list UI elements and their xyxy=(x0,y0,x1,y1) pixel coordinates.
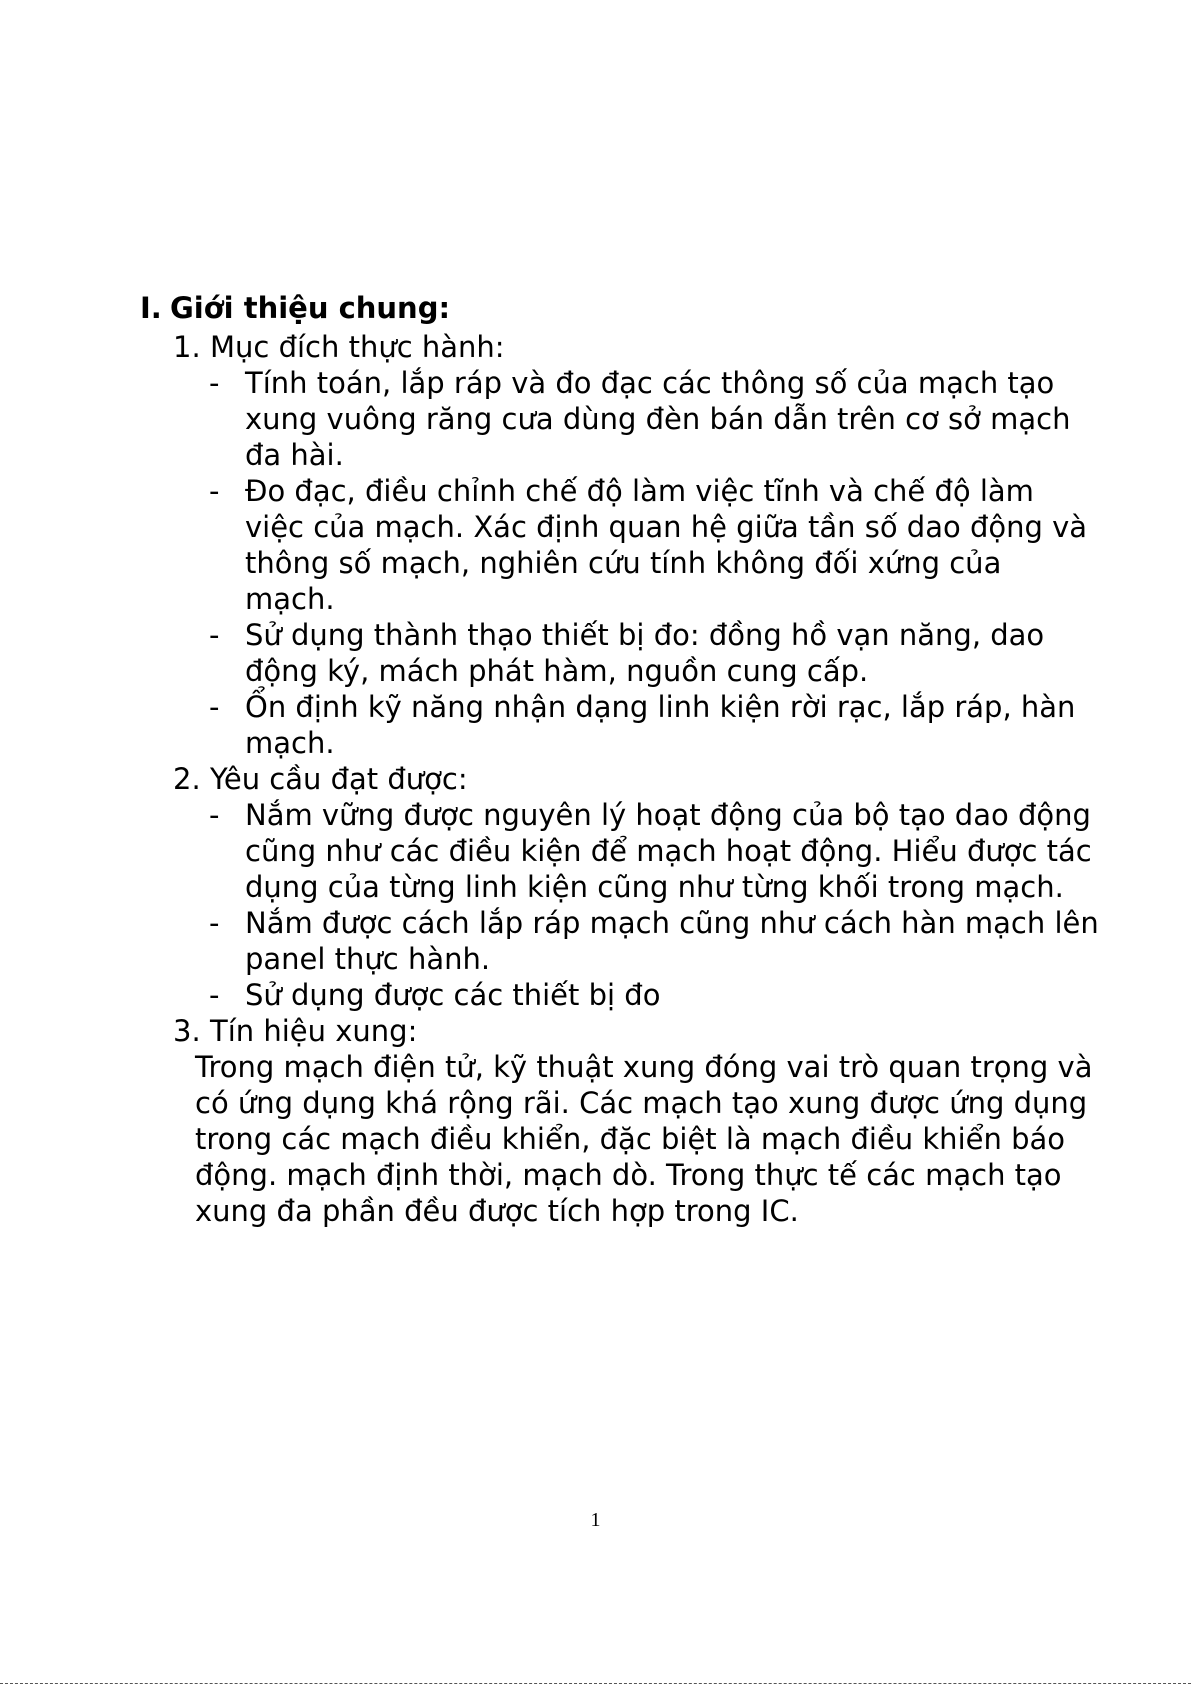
list-item xyxy=(0,797,1191,905)
subsection-heading-1 xyxy=(0,329,1191,365)
bullet-text: Sử dụng thành thạo thiết bị đo: đồng hồ vạn năng, dao động ký, mách phát hàm, nguồn cung cấp. xyxy=(245,618,1045,688)
bullet-dash: - xyxy=(209,366,220,400)
section-number: I. xyxy=(140,291,162,325)
bullet-text: Tính toán, lắp ráp và đo đạc các thông số của mạch tạo xung vuông răng cưa dùng đèn bán dẫn trên cơ sở mạch đa hài. xyxy=(245,366,1071,472)
list-item xyxy=(0,473,1191,617)
subsection-title: Mục đích thực hành: xyxy=(210,330,505,364)
bullet-dash: - xyxy=(209,474,220,508)
bullet-dash: - xyxy=(209,798,220,832)
list-item xyxy=(0,905,1191,977)
page-number: 1 xyxy=(590,1509,601,1531)
subsection-number: 3. xyxy=(173,1014,201,1048)
list-item xyxy=(0,977,1191,1013)
subsection-title: Yêu cầu đạt được: xyxy=(210,762,468,796)
bullet-text: Nắm được cách lắp ráp mạch cũng như cách hàn mạch lên panel thực hành. xyxy=(245,906,1099,976)
bullet-dash: - xyxy=(209,906,220,940)
bullet-dash: - xyxy=(209,978,220,1012)
paragraph: Trong mạch điện tử, kỹ thuật xung đóng vai trò quan trọng và có ứng dụng khá rộng rãi. Các mạch tạo xung được ứng dụng trong các mạch điều khiển, đặc biệt là mạch điều khiển báo động. mạch định thời, mạch dò. Trong thực tế các mạch tạo xung đa phần đều được tích hợp trong IC. xyxy=(195,1050,1093,1228)
bullet-text: Nắm vững được nguyên lý hoạt động của bộ tạo dao động cũng như các điều kiện để mạch hoạt động. Hiểu được tác dụng của từng linh kiện cũng như từng khối trong mạch. xyxy=(245,798,1092,904)
bullet-text: Đo đạc, điều chỉnh chế độ làm việc tĩnh và chế độ làm việc của mạch. Xác định quan hệ giữa tần số dao động và thông số mạch, nghiên cứu tính không đối xứng của mạch. xyxy=(245,474,1088,616)
subsection-title: Tín hiệu xung: xyxy=(210,1014,418,1048)
bullet-dash: - xyxy=(209,690,220,724)
bullet-text: Ổn định kỹ năng nhận dạng linh kiện rời rạc, lắp ráp, hàn mạch. xyxy=(245,690,1076,760)
section-title: Giới thiệu chung: xyxy=(170,291,451,325)
list-item xyxy=(0,689,1191,761)
section-content xyxy=(0,329,1191,1229)
section-heading xyxy=(140,290,450,326)
subsection-heading-2 xyxy=(0,761,1191,797)
list-item xyxy=(0,617,1191,689)
subsection-number: 2. xyxy=(173,762,201,796)
bullet-dash: - xyxy=(209,618,220,652)
subsection-heading-3 xyxy=(0,1013,1191,1049)
list-item xyxy=(0,365,1191,473)
subsection-number: 1. xyxy=(173,330,201,364)
bullet-text: Sử dụng được các thiết bị đo xyxy=(245,978,661,1012)
